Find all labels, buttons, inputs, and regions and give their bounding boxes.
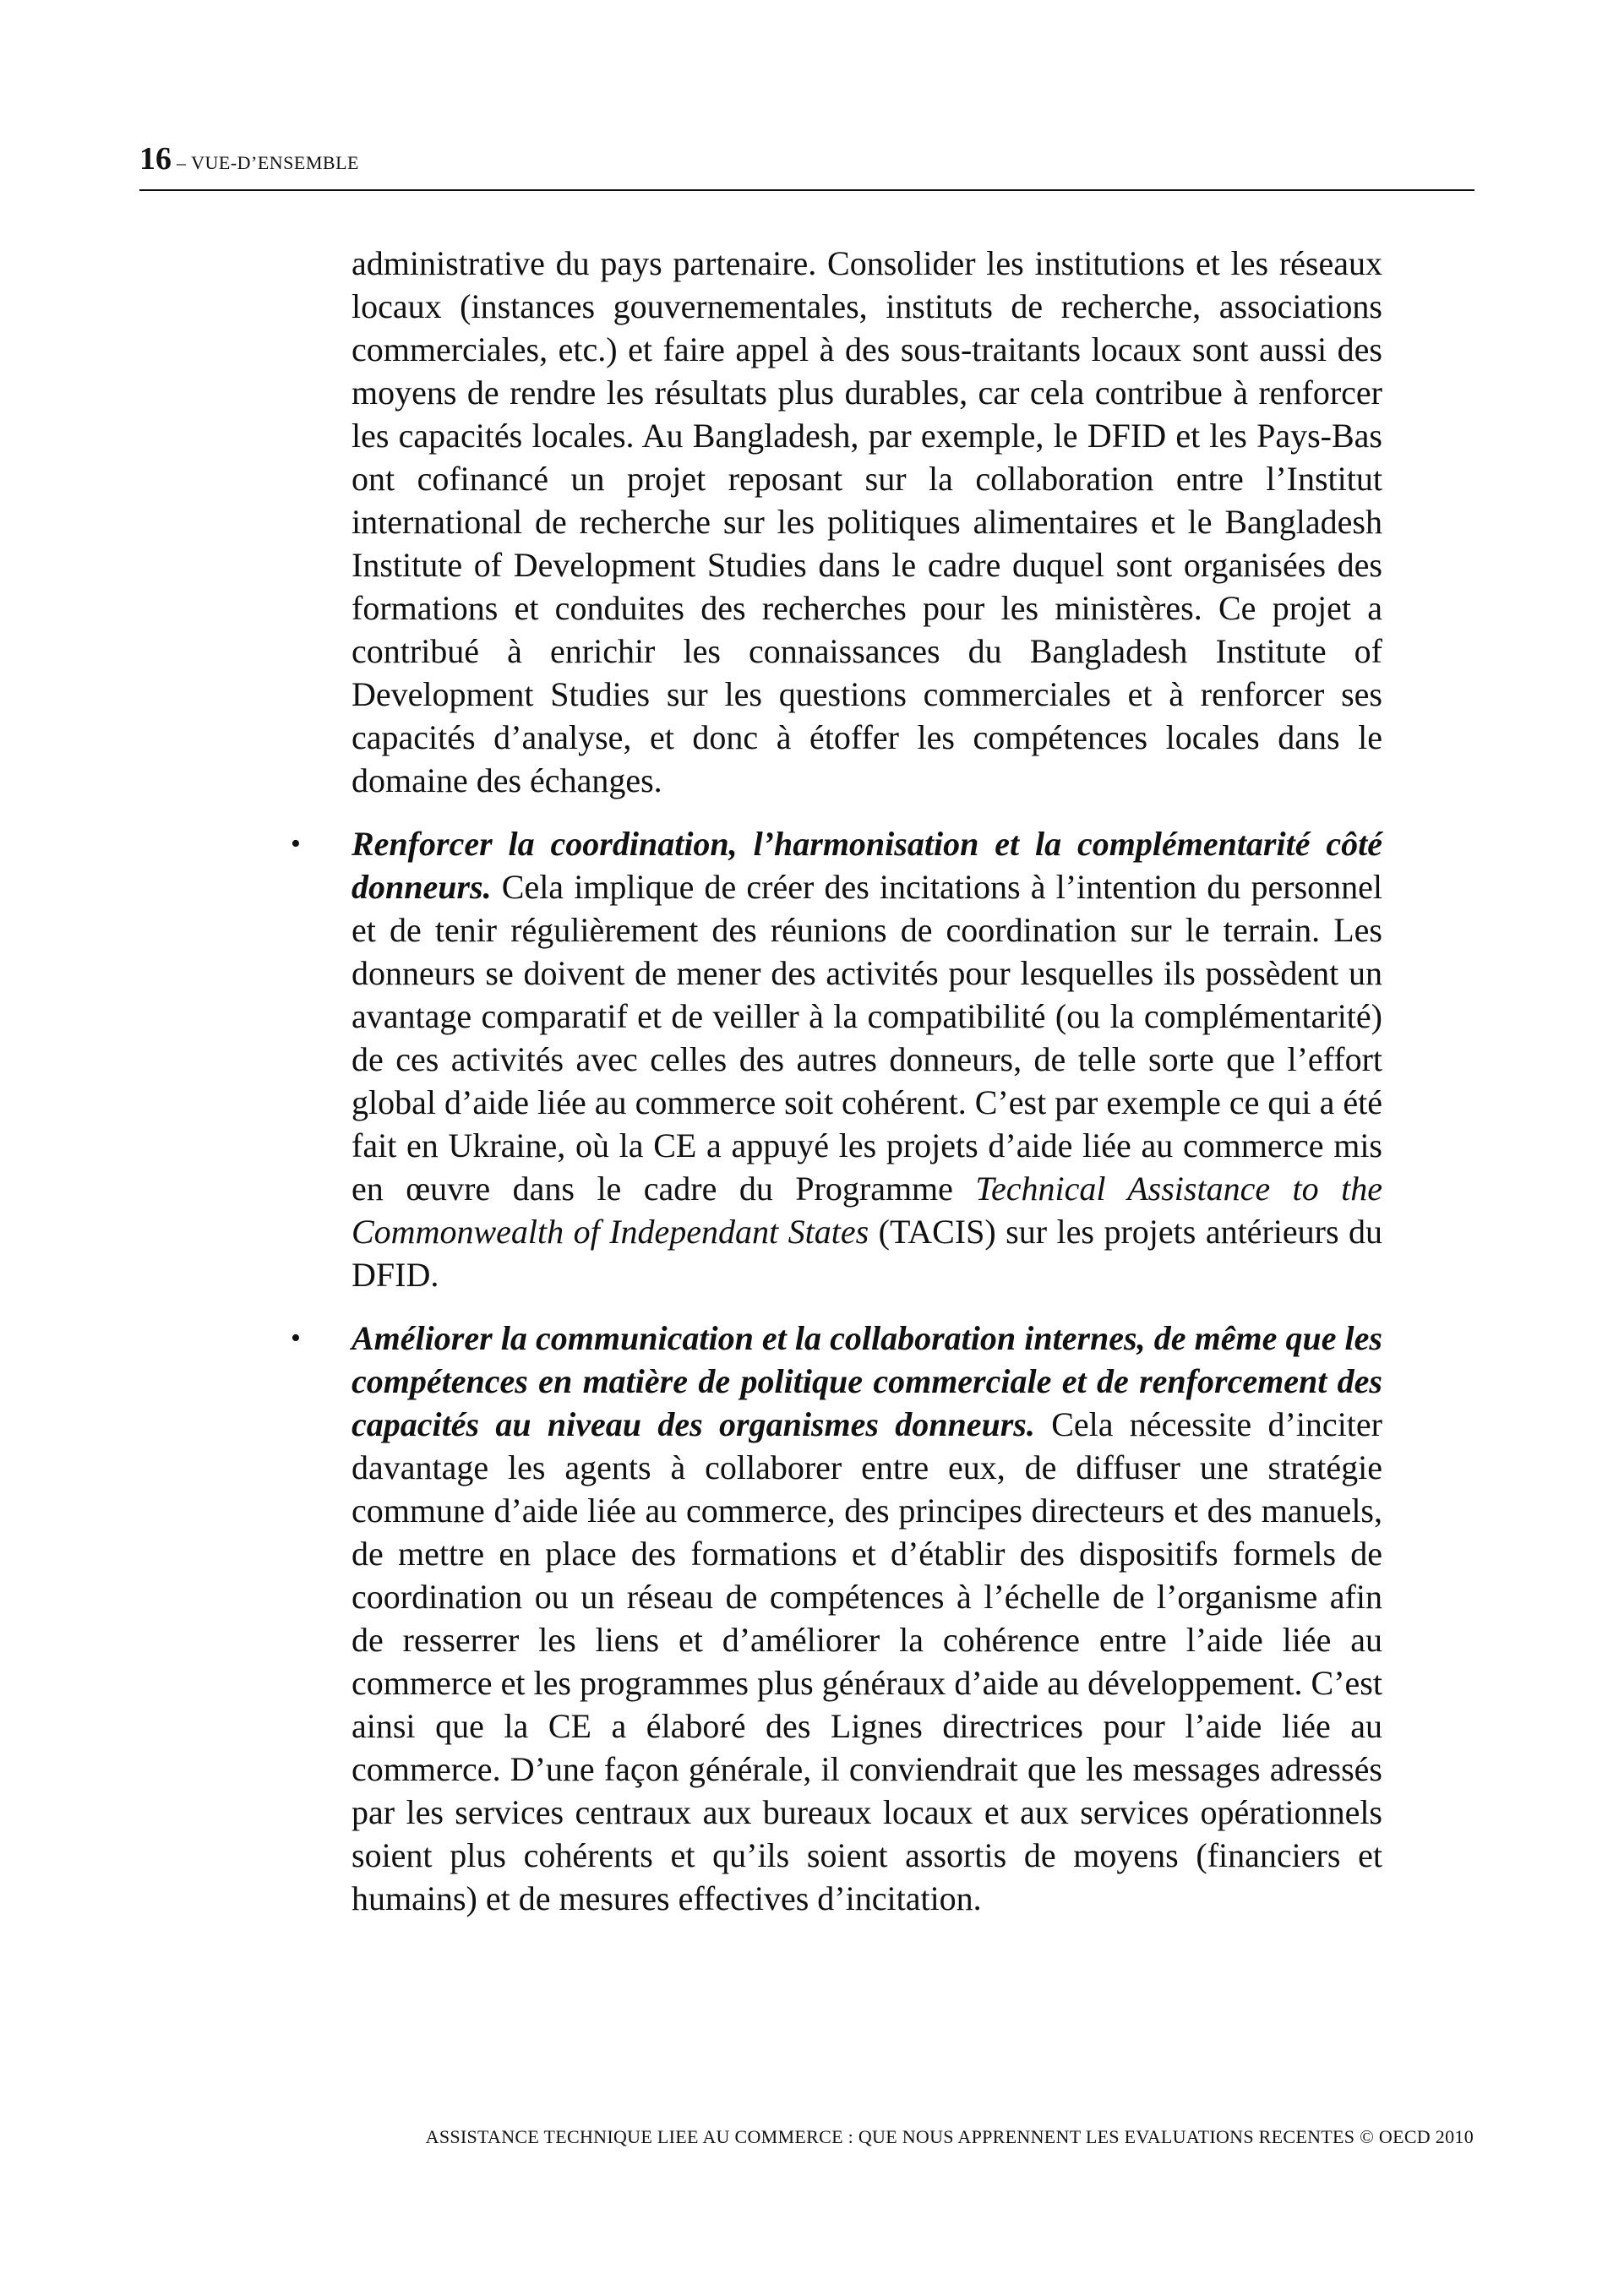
bullet-paragraph (352, 1317, 1382, 1920)
bullet-heading: Améliorer la communication et la collaboration internes, de même que les compétences en matière de politique commerciale et de renforcement des capacités au niveau des organismes donneurs. (352, 1319, 1382, 1443)
section-title: – VUE-D’ENSEMBLE (172, 152, 359, 173)
bullet-item-communication (291, 1317, 1382, 1920)
bullet-icon: • (291, 828, 301, 859)
bullet-text: Cela implique de créer des incitations à l’intention du personnel et de tenir régulièrement des réunions de coordination sur le terrain. Les donneurs se doivent de mener des activités pour lesquelles ils possèdent un avantage comparatif et de veiller à la compatibilité (ou la complémentarité) de ces activités avec celles des autres donneurs, de telle sorte que l’effort global d’aide liée au commerce soit cohérent. C’est par exemple ce qui a été fait en Ukraine, où la CE a appuyé les projets d’aide liée au commerce mis en œuvre dans le cadre du Programme (352, 868, 1382, 1208)
bullet-text-continued: (TACIS) sur les projets antérieurs du DFID. (352, 1213, 1383, 1294)
main-content (291, 242, 1383, 1920)
bullet-icon: • (291, 1323, 301, 1354)
page-header (139, 140, 1474, 191)
bullet-paragraph (352, 822, 1382, 1296)
bullet-heading: Renforcer la coordination, l’harmonisation et la complémentarité côté donneurs. (352, 825, 1382, 906)
bullet-item-coordination (291, 822, 1383, 1296)
page-footer: ASSISTANCE TECHNIQUE LIEE AU COMMERCE : QUE NOUS APPRENNENT LES EVALUATIONS RECENTES © OECD 2010 (425, 2126, 1474, 2147)
bullet-text: Cela nécessite d’inciter davantage les agents à collaborer entre eux, de diffuser une stratégie commune d’aide liée au commerce, des principes directeurs et des manuels, de mettre en place des formations et d’établir des dispositifs formels de coordination ou un réseau de compétences à l’échelle de l’organisme afin de resserrer les liens et d’améliorer la cohérence entre l’aide liée au commerce et les programmes plus généraux d’aide au développement. C’est ainsi que la CE a élaboré des Lignes directrices pour l’aide liée au commerce. D’une façon générale, il conviendrait que les messages adressés par les services centraux aux bureaux locaux et aux services opérationnels soient plus cohérents et qu’ils soient assortis de moyens (financiers et humains) et de mesures effectives d’incitation. (352, 1405, 1382, 1917)
intro-paragraph: administrative du pays partenaire. Consolider les institutions et les réseaux locaux (instances gouvernementales, instituts de recherche, associations commerciales, etc.) et faire appel à des sous-traitants locaux sont aussi des moyens de rendre les résultats plus durables, car cela contribue à renforcer les capacités locales. Au Bangladesh, par exemple, le DFID et les Pays-Bas ont cofinancé un projet reposant sur la collaboration entre l’Institut international de recherche sur les politiques alimentaires et le Bangladesh Institute of Development Studies dans le cadre duquel sont organisées des formations et conduites des recherches pour les ministères. Ce projet a contribué à enrichir les connaissances du Bangladesh Institute of Development Studies sur les questions commerciales et à renforcer ses capacités d’analyse, et donc à étoffer les compétences locales dans le domaine des échanges. (352, 244, 1382, 799)
page-number: 16 (139, 141, 172, 177)
italic-term: Technical Assistance to the Commonwealth of Independant States (352, 1170, 1383, 1251)
